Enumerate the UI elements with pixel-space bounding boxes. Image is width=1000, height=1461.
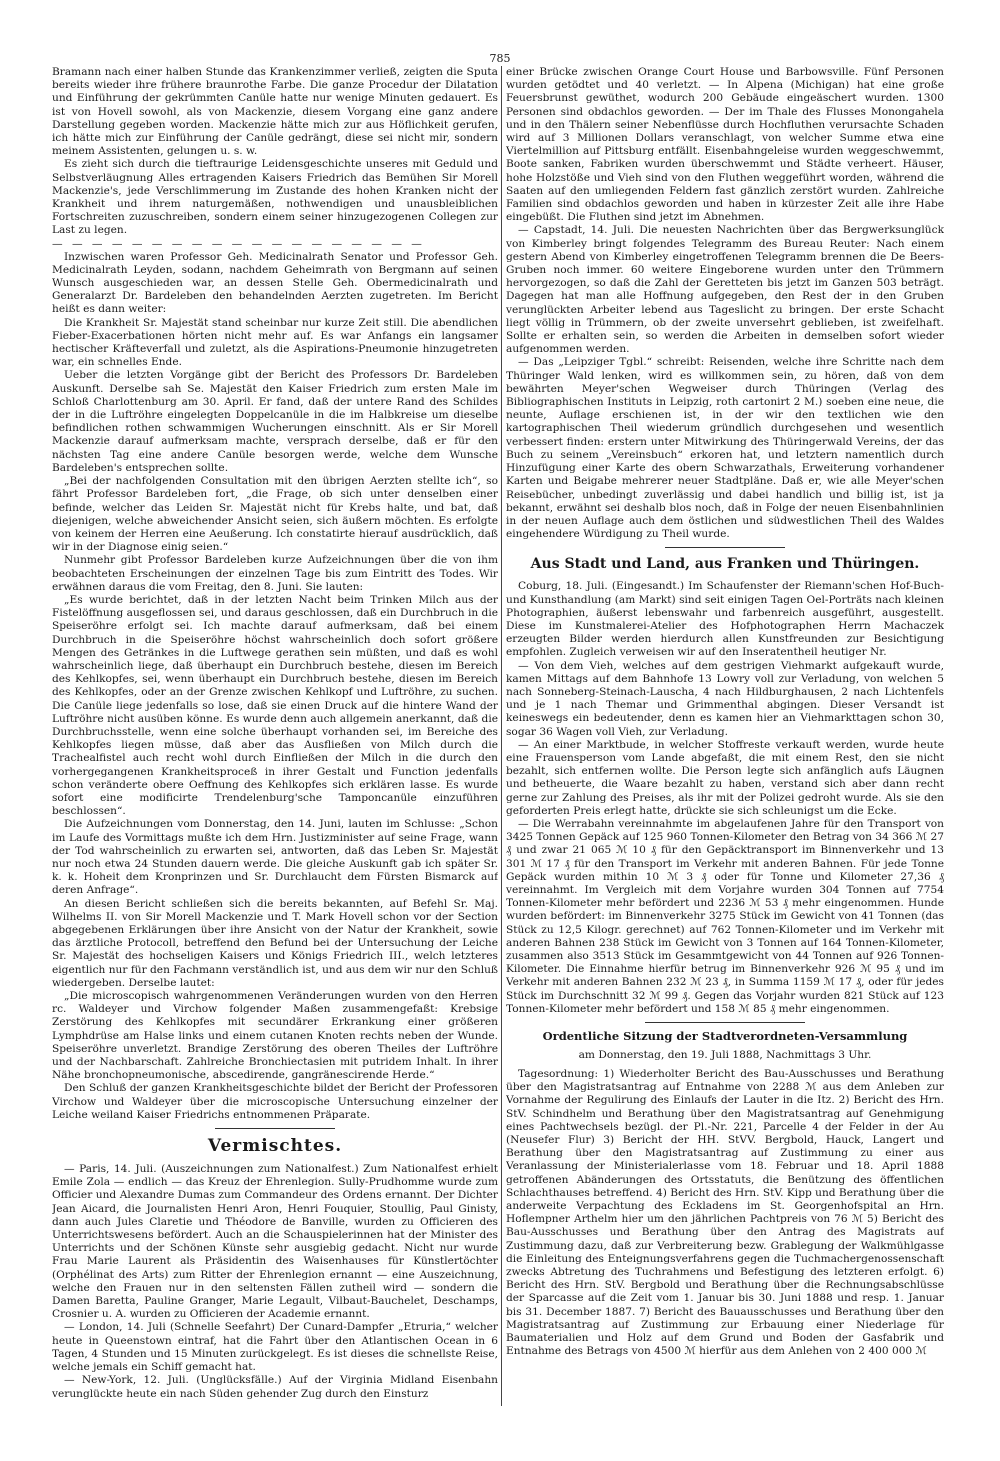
news-item: einer Brücke zwischen Orange Court House und Barbowsville. Fünf Personen wurden getödtet und 40 verletzt. — In Alpena (Michigan) hat eine große Feuersbrunst gewüthet, wodurch 200 Gebäude eingeäschert wurden. 1300 Personen sind obdachlos geworden. — Der im Thale des Flusses Monongahela und in den Thälern seiner Nebenflüsse durch Hochfluthen verursachte Schaden wird auf 3 Millionen Dollars veranschlagt, von welcher Summe etwa eine Viertelmillion auf Pittsburg entfällt. Eisenbahngeleise wurden weggeschwemmt, Boote sanken, Fabriken wurden überschwemmt und Städte verheert. Häuser, hohe Holzstöße und Vieh sind von den Fluthen weggeführt worden, während die Saaten auf den umliegenden Feldern fast gänzlich zerstört wurden. Zahlreiche Familien sind obdachlos geworden und haben in kürzester Zeit alle ihre Habe eingebüßt. Die Fluthen sind jetzt im Abnehmen. — [506, 66, 944, 224]
news-item: — Die Werrabahn vereinnahmte im abgelaufenen Jahre für den Transport von 3425 Tonnen Gepäck auf 125 960 Tonnen-Kilometer den Betrag von 34 366 ℳ 27 ₰ und zwar 21 065 ℳ 10 ₰ für den Gepäcktransport im Binnenverkehr und 13 301 ℳ 17 ₰ für den Transport im Verkehr mit anderen Bahnen. Für jede Tonne Gepäck wurden mithin 10 ℳ 3 ₰ oder für Tonne und Kilometer 27,36 ₰ vereinnahmt. Im Vergleich mit dem Vorjahre wurden 304 Tonnen auf 7754 Tonnen-Kilometer mehr befördert und 2236 ℳ 53 ₰ mehr eingenommen. Hunde wurden befördert: im Binnenverkehr 3275 Stück im Gewicht von 41 Tonnen (das Stück zu 12,5 Kilogr. gerechnet) auf 762 Tonnen-Kilometer und im Verkehr mit anderen Bahnen 238 Stück im Gewicht von 3 Tonnen auf 164 Tonnen-Kilometer, zusammen also 3513 Stück im Gesammtgewicht von 44 Tonnen auf 926 Tonnen-Kilometer. Die Einnahme hierfür betrug im Binnenverkehr 926 ℳ 95 ₰ und im Verkehr mit anderen Bahnen 232 ℳ 23 ₰, in Summa 1159 ℳ 17 ₰, oder für jedes Stück im Durchschnitt 32 ℳ 99 ₰. Gegen das Vorjahr wurden 821 Stück auf 123 Tonnen-Kilometer mehr befördert und 158 ℳ 85 ₰ mehr eingenommen. — [506, 817, 944, 1015]
article-paragraph: Inzwischen waren Professor Geh. Medicinalrath Senator und Professor Geh. Medicinalrath Leyden, sodann, nachdem Geheimrath von Bergmann auf seinen Wunsch ausgeschieden war, an dessen Stelle Geh. Obermedicinalrath und Generalarzt Dr. Bardeleben den behandelnden Aerzten zugetreten. Im Bericht heißt es dann weiter: — [52, 250, 498, 316]
section-heading-stadt-und-land: Aus Stadt und Land, aus Franken und Thüringen. — [530, 556, 920, 573]
article-paragraph: Nunmehr gibt Professor Bardeleben kurze Aufzeichnungen über die von ihm beobachteten Erscheinungen der einzelnen Tage bis zum Eintritt des Todes. Wir erwähnen daraus die vom Freitag, den 8. Juni. Sie lauten: — [52, 554, 498, 593]
news-item: — London, 14. Juli (Schnelle Seefahrt) Der Cunard-Dampfer „Etruria,“ welcher heute in Queenstown eintraf, hat die Fahrt über den Atlantischen Ocean in 6 Tagen, 4 Stunden und 15 Minuten zurückgelegt. Es ist dieses die schnellste Reise, welche jemals ein Schiff gemacht hat. — [52, 1321, 498, 1374]
column-rule — [501, 66, 502, 1406]
right-column — [506, 66, 944, 1406]
dash-separator: — — — — — — — — — — — — — — — — — — — — [52, 237, 425, 250]
section-divider — [645, 1022, 805, 1023]
news-item: — Das „Leipziger Tgbl.“ schreibt: Reisenden, welche ihre Schritte nach dem Thüringer Wald lenken, wird es willkommen sein, zu hören, daß von dem bewährten Meyer'schen Wegweiser durch Thüringen (Verlag des Bibliographischen Instituts in Leipzig, roth cartonirt 2 M.) soeben eine neue, die neunte, Auflage erschienen ist, in der wir den textlichen wie den kartographischen Theil wiederum gründlich durchgesehen und wesentlich verbessert finden: erstern unter Mitwirkung des Thüringerwald Vereins, der das Buch zu seinem „Vereinsbuch“ erkoren hat, und letztern namentlich durch Hinzufügung einer Karte des obern Schwarzathals, Erweiterung vorhandener Karten und Beigabe mehrerer neuer Stadtpläne. Daß er, wie alle Meyer'schen Reisebücher, unbedingt zuverlässig und dabei handlich und billig ist, ist ja bekannt, erwähnt sei deshalb blos noch, daß in Folge der neuen Eisenbahnlinien in der neuen Auflage auch dem östlichen und südwestlichen Theil des Waldes eingehendere Würdigung zu Theil wurde. — [506, 356, 944, 541]
article-paragraph: „Bei der nachfolgenden Consultation mit den übrigen Aerzten stellte ich“, so fährt Professor Bardeleben fort, „die Frage, ob sich unter denselben einer befinde, welcher das Leiden Sr. Majestät nicht für Krebs halte, und bat, daß diejenigen, welche abweichender Ansicht seien, sich äußern möchten. Es erfolgte von keinem der Herren eine Aeußerung. Ich constatirte hierauf ausdrücklich, daß wir in der Diagnose einig seien.“ — [52, 475, 498, 554]
news-item: — An einer Marktbude, in welcher Stoffreste verkauft werden, wurde heute eine Frauensperson vom Lande abgefaßt, die mit einem Rest, den sie nicht bezahlt, sich entfernen wollte. Die Person legte sich anfänglich aufs Läugnen und betheuerte, die Waare bezahlt zu haben, verstand sich aber dann recht gerne zur Zahlung des Preises, als ihr mit der Polizei gedroht wurde. Als sie den geforderten Preis erlegt hatte, drückte sie sich schleunigst um die Ecke. — [506, 738, 944, 817]
section-heading-sitzung: Ordentliche Sitzung der Stadtverordneten-Versammlung — [542, 1029, 908, 1044]
news-item: — Capstadt, 14. Juli. Die neuesten Nachrichten über das Bergwerksunglück von Kimberley bringt folgendes Telegramm des Bureau Reuter: Nach einem gestern Abend von Kimberley eingetroffenen Telegramm brennen die De Beers-Gruben noch immer. 60 weitere Eingeborene wurden unter den Trümmern hervorgezogen, so daß die Zahl der Geretteten bis jetzt im Ganzen 503 beträgt. Dagegen hat man alle Hoffnung aufgegeben, den Rest der in den Gruben verunglückten Arbeiter lebend aus Tageslicht zu bringen. Der erste Schacht liegt völlig in Trümmern, ob der zweite unversehrt geblieben, ist zweifelhaft. Sollte er erhalten sein, so werden die Arbeiten in demselben sofort wieder aufgenommen werden. — [506, 224, 944, 356]
news-item: — Paris, 14. Juli. (Auszeichnungen zum Nationalfest.) Zum Nationalfest erhielt Emile Zola — endlich — das Kreuz der Ehrenlegion. Sully-Prudhomme wurde zum Officier und Alexandre Dumas zum Commandeur des Ordens ernannt. Der Dichter Jean Aicard, die Journalisten Henri Aron, Henri Fouquier, Stoullig, Paul Ginisty, dann auch Jules Claretie und Théodore de Banville, wurden zu Officieren des Unterrichtswesens befördert. Auch an die Schauspielerinnen hat der Minister des Unterrichts und der Schönen Künste sehr ausgiebig gedacht. Nicht nur wurde Frau Marie Laurent als Präsidentin des Waisenhauses für Künstlertöchter (Orphélinat des Arts) zum Ritter der Ehrenlegion ernannt — eine Auszeichnung, welche den Frauen nur in den seltensten Fällen zutheil wird — sondern die Damen Baretta, Pauline Granger, Marie Legault, Vilbaut-Bauchelet, Deschamps, Crosnier u. A. wurden zu Officieren der Academie ernannt. — [52, 1163, 498, 1321]
article-paragraph: Ueber die letzten Vorgänge gibt der Bericht des Professors Dr. Bardeleben Auskunft. Derselbe sah Se. Majestät den Kaiser Friedrich zum ersten Male im Schloß Charlottenburg am 30. April. Er fand, daß der untere Rand des Schildes der in die Luftröhre eingelegten Doppelcanüle in die im Halbkreise um dieselbe befindlichen rothen schwammigen Wucherungen einschnitt. Als er Sir Morell Mackenzie darauf aufmerksam machte, versprach derselbe, daß er für den nächsten Tag eine andere Canüle besorgen werde, welche dem Wunsche Bardeleben's entsprechen sollte. — [52, 369, 498, 474]
news-item: — New-York, 12. Juli. (Unglücksfälle.) Auf der Virginia Midland Eisenbahn verunglückte heute ein nach Süden gehender Zug durch den Einsturz — [52, 1374, 498, 1400]
article-paragraph: Bramann nach einer halben Stunde das Krankenzimmer verließ, zeigten die Sputa bereits wieder ihre frühere braunrothe Farbe. Die ganze Procedur der Dilatation und Einführung der gekrümmten Canüle hatte nur wenige Minuten gedauert. Es ist von Hovell sowohl, als von Mackenzie, diesem Vorgang eine ganz andere Darstellung gegeben worden. Mackenzie hätte mich zur aus Höflichkeit gerufen, ich hätte mich zur Einführung der Canüle gedrängt, diese sei nicht mir, sondern meinem Assistenten, gelungen u. s. w. — [52, 66, 498, 158]
section-divider — [215, 1128, 335, 1129]
article-paragraph: An diesen Bericht schließen sich die bereits bekannten, auf Befehl Sr. Maj. Wilhelms II. von Sir Morell Mackenzie und T. Mark Hovell schon vor der Section abgegebenen Erklärungen über ihre Ansicht von der Natur der Krankheit, sowie das ärztliche Protocoll, betreffend den Befund bei der Untersuchung der Leiche Sr. Majestät des hochseligen Kaisers und Königs Friedrich III., welch letzteres eigentlich nur für den Fachmann verständlich ist, und aus dem wir nur den Schluß wiedergeben. Derselbe lautet: — [52, 897, 498, 989]
article-paragraph: Die Krankheit Sr. Majestät stand scheinbar nur kurze Zeit still. Die abendlichen Fieber-Exacerbationen hörten nicht mehr auf. Es war Anfangs ein langsamer hectischer Kräfteverfall und zuletzt, als die Aspirations-Pneumonie hinzugetreten war, ein schnelles Ende. — [52, 316, 498, 369]
article-paragraph: „Es wurde berichtet, daß in der letzten Nacht beim Trinken Milch aus der Fistelöffnung ausgeflossen sei, und daraus geschlossen, daß ein Durchbruch in die Speiseröhre erfolgt sei. Ich machte darauf aufmerksam, daß bei einem Durchbruch in die Speiseröhre höchst wahrscheinlich doch sofort größere Mengen des Getränkes in die Luftwege gerathen sein müßten, und daß es wohl wahrscheinlich liege, daß überhaupt ein Durchbruch bestehe, diesen im Bereich des Kehlkopfes, sei, wenn überhaupt ein Durchbruch bestehe, diesen im Bereich des Kehlkopfes, oder an der Grenze zwischen Kehlkopf und Luftröhre, zu suchen. Die Canüle liege jedenfalls so lose, daß sie einen Druck auf die hintere Wand der Luftröhre nicht ausüben könne. Es wurde denn auch allgemein anerkannt, daß die Durchbruchsstelle, wenn eine solche überhaupt vorhanden sei, im Bereiche des Kehlkopfes liegen müsse, daß aber das Ausfließen von Milch durch die Trachealfistel auch recht wohl durch Einfließen der Milch in die durch den vorhergegangenen Krankheitsproceß in ihrer Gestalt und Function jedenfalls schon veränderte obere Oeffnung des Kehlkopfes sich erklären lasse. Es wurde sofort eine modificirte Trendelenburg'sche Tamponcanüle einzuführen beschlossen“. — [52, 593, 498, 818]
news-item: Coburg, 18. Juli. (Eingesandt.) Im Schaufenster der Riemann'schen Hof-Buch- und Kunsthandlung (am Markt) sind seit einigen Tagen Oel-Porträts nach kleinen Photographien, äußerst lebenswahr und farbenreich ausgeführt, ausgestellt. Diese im Kunstmalerei-Atelier des Hofphotographen Herrn Machaczek erzeugten Bilder werden hierdurch allen Kunstfreunden zur Besichtigung empfohlen. Zugleich verweisen wir auf den Inseratentheil heutiger Nr. — [506, 580, 944, 659]
article-paragraph: Es zieht sich durch die tieftraurige Leidensgeschichte unseres mit Geduld und Selbstverläugnung Alles ertragenden Kaisers Friedrich das Bemühen Sir Morell Mackenzie's, jede Verschlimmerung im Zustande des hohen Kranken nicht der Krankheit und ihrem naturgemäßen, nothwendigen und unausbleiblichen Fortschreiten zuzuschreiben, sondern einem seiner hinzugezogenen Collegen zur Last zu legen. — [52, 158, 498, 237]
article-paragraph: „Die microscopisch wahrgenommenen Veränderungen wurden von den Herren rc. Waldeyer und Virchow folgender Maßen zusammengefaßt: Krebsige Zerstörung des Kehlkopfes mit secundärer Erkrankung einer größeren Lymphdrüse am Halse links und einem cutanen Knoten rechts neben der Wunde. Speiseröhre unverletzt. Brandige Zerstörung des oberen Theiles der Luftröhre und der Nachbarschaft. Zahlreiche Bronchiectasien mit putridem Inhalt. In ihrer Nähe bronchopneumonische, abscedirende, gangränescirende Herde.“ — [52, 990, 498, 1082]
section-heading-vermischtes: Vermischtes. — [207, 1136, 343, 1157]
section-divider — [665, 547, 785, 548]
news-item: — Von dem Vieh, welches auf dem gestrigen Viehmarkt aufgekauft wurde, kamen Mittags auf dem Bahnhofe 13 Lowry voll zur Verladung, von welchen 5 nach Sonneberg-Steinach-Lauscha, 4 nach Hildburghausen, 2 nach Lichtenfels und je 1 nach Themar und Grimmenthal abgingen. Dieser Versandt ist keineswegs ein bedeutender, denn es kamen hier an Viehmarkttagen schon 30, sogar 36 Wagen voll Vieh, zur Verladung. — [506, 659, 944, 738]
article-paragraph: Die Aufzeichnungen vom Donnerstag, den 14. Juni, lauten im Schlusse: „Schon im Laufe des Vormittags mußte ich dem Hrn. Justizminister auf seine Frage, wann der Tod wahrscheinlich zu erwarten sei, antworten, daß das Leben Sr. Majestät nur noch etwa 24 Stunden dauern werde. Die gleiche Auskunft gab ich später Sr. k. k. Hoheit dem Kronprinzen und Sr. Durchlaucht dem Fürsten Bismarck auf deren Anfrage“. — [52, 818, 498, 897]
page-number: 785 — [489, 52, 511, 65]
left-column — [52, 66, 498, 1406]
meeting-date: am Donnerstag, den 19. Juli 1888, Nachmittags 3 Uhr. — [578, 1049, 872, 1062]
article-paragraph: Den Schluß der ganzen Krankheitsgeschichte bildet der Bericht der Professoren Virchow und Waldeyer über die microscopische Untersuchung einzelner der Leiche weiland Kaiser Friedrichs entnommenen Präparate. — [52, 1082, 498, 1121]
agenda-paragraph: Tagesordnung: 1) Wiederholter Bericht des Bau-Ausschusses und Berathung über den Magistratsantrag auf Entnahme von 2288 ℳ aus dem Anleben zur Vornahme der Regulirung des Einlaufs der Lauter in die Itz. 2) Bericht des Hrn. StV. Schindhelm und Berathung über den Magistratsantrag auf Genehmigung eines Pachtwechsels bezügl. der Pl.-Nr. 221, Parcelle 4 der Felder in der Au (Neusefer Flur) 3) Bericht der HH. StVV. Bergbold, Hauck, Langert und Berathung über den Magistratsantrag auf Zustimmung zu einer aus Veranlassung der Ministerialerlasse vom 18. Februar und 18. April 1888 getroffenen Abänderungen des Ortsstatuts, die Benützung des öffentlichen Schlachthauses betreffend. 4) Bericht des Hrn. StV. Kipp und Berathung über die anderweite Verpachtung des Eckladens im St. Georgenhofspital an Hrn. Hoflempner Arthelm hier um den jährlichen Pachtpreis von 76 ℳ 5) Bericht des Bau-Ausschusses und Berathung über den Antrag des Magistrats auf Zustimmung dazu, daß zur Verbreiterung bezw. Grablegung der Walkmühlgasse die Einleitung des Enteignungsverfahrens gegen die Tuchmachergenossenschaft zwecks Abtretung des Tuchrahmens und Befestigung des letzteren erfolgt. 6) Bericht des Hrn. StV. Bergbold und Berathung über die Rechnungsabschlüsse der Sparcasse auf die Zeit vom 1. Januar bis 30. Juni 1888 und resp. 1. Januar bis 31. December 1887. 7) Bericht des Bauausschusses und Berathung über den Magistratsantrag auf Zustimmung zur Erbauung einer Niederlage für Baumaterialien und Holz auf dem Grund und Boden der Gasfabrik und Entnahme des Betrags von 4500 ℳ hierfür aus dem Anlehen von 2 400 000 ℳ — [506, 1068, 944, 1358]
